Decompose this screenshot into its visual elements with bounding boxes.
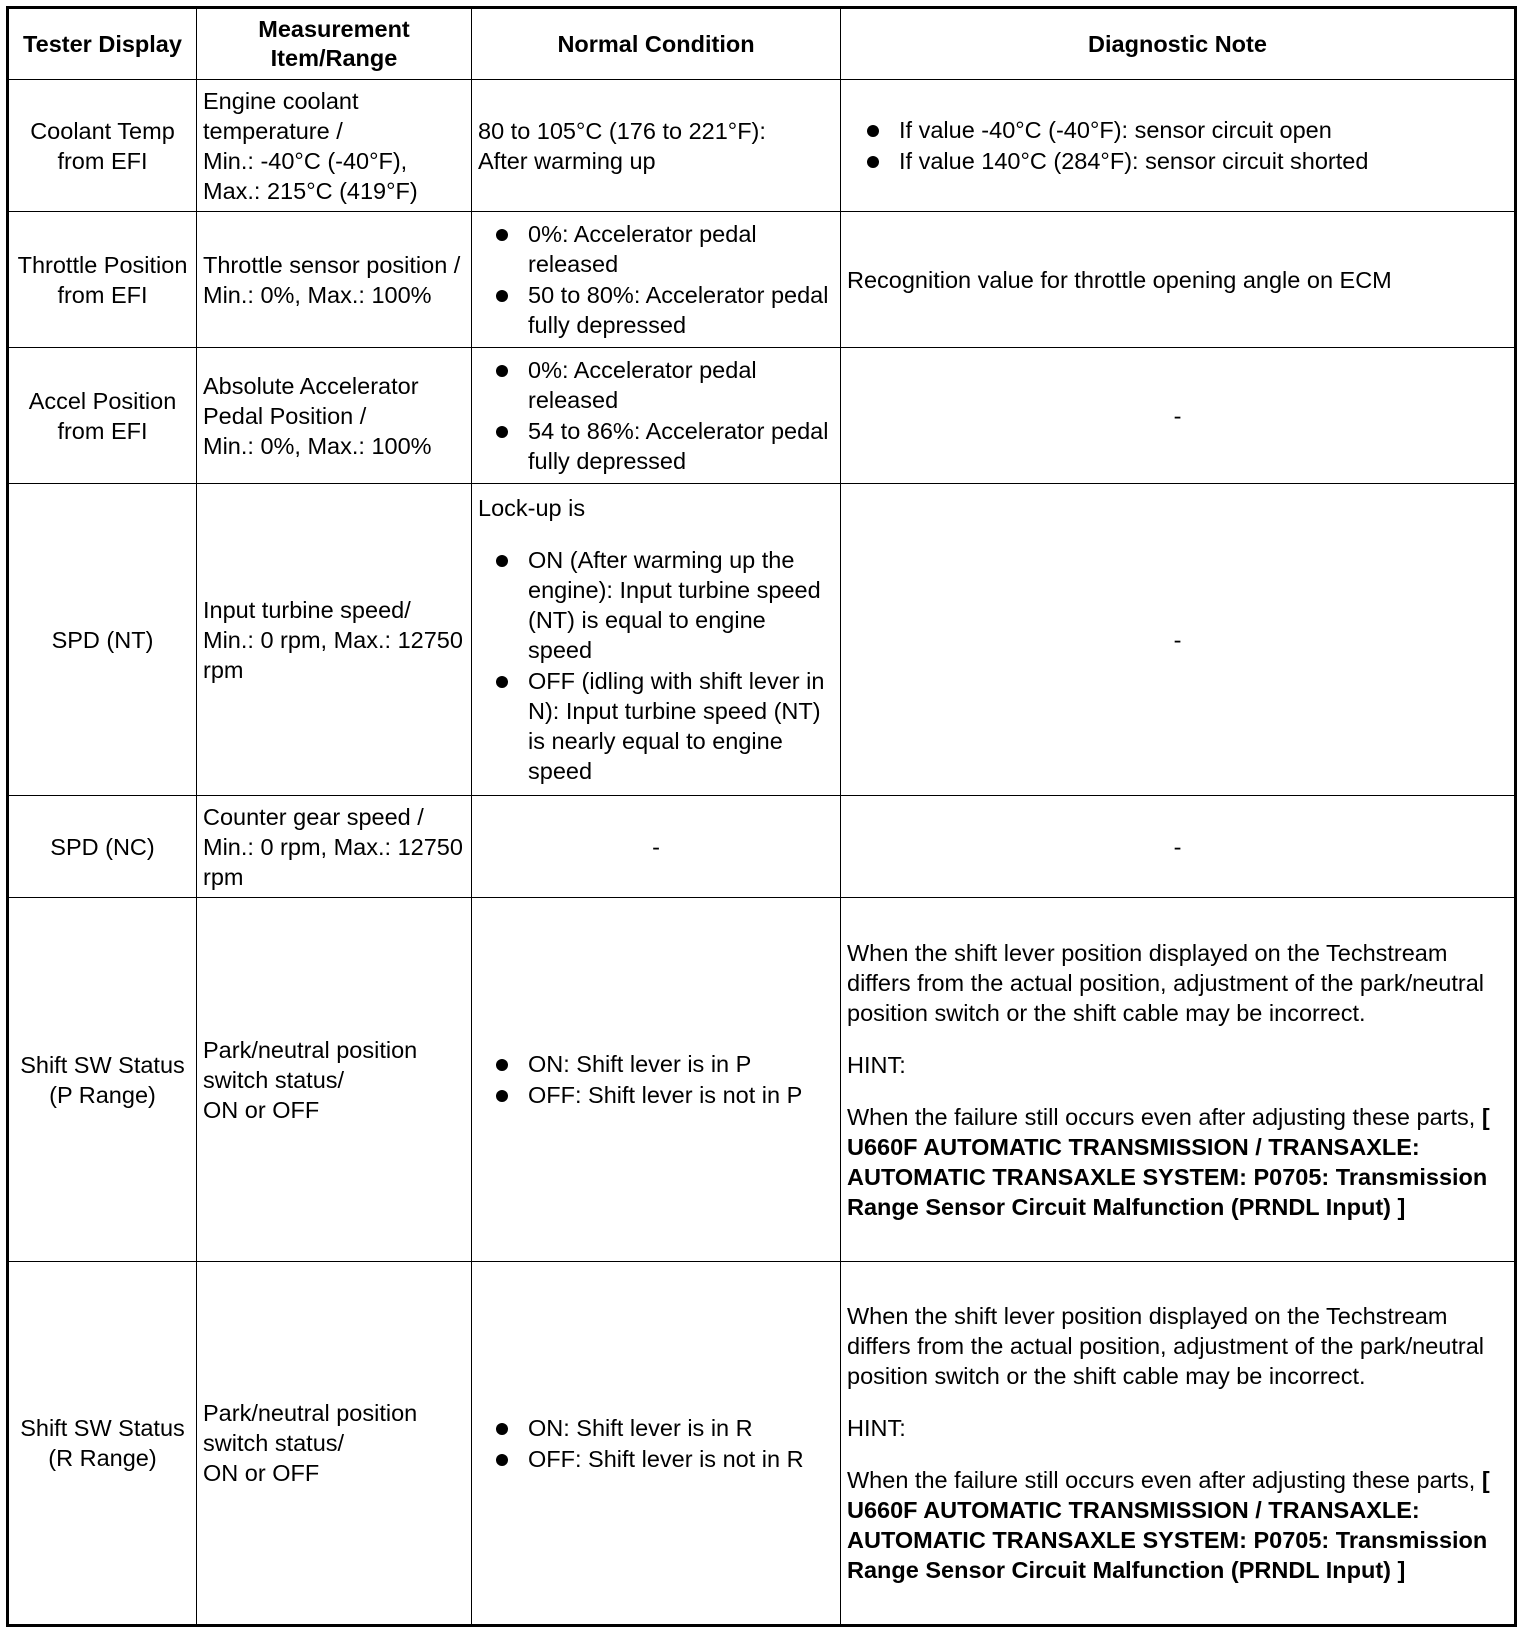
normal-condition-cell — [472, 80, 841, 212]
measurement-line: Input turbine speed/ — [203, 596, 411, 623]
tester-display-cell: Shift SW Status (R Range) — [8, 1262, 197, 1626]
header-tester-display: Tester Display — [8, 8, 197, 80]
normal-condition-cell — [472, 212, 841, 348]
measurement-cell — [197, 80, 472, 212]
measurement-line: Counter gear speed / — [203, 803, 424, 830]
tester-display-cell: SPD (NC) — [8, 796, 197, 898]
hint-label: HINT: — [847, 1051, 906, 1078]
table-row — [8, 80, 1516, 212]
list-item: OFF: Shift lever is not in R — [528, 1444, 834, 1474]
tester-display-cell: Throttle Position from EFI — [8, 212, 197, 348]
normal-bullet-list — [478, 1049, 834, 1110]
normal-bullet-list — [478, 1413, 834, 1474]
header-diagnostic-note: Diagnostic Note — [841, 8, 1516, 80]
note-paragraph: When the shift lever position displayed on the Techstream differs from the actual position, adjustment of the park/neutral position switch or the shift cable may be incorrect. — [847, 939, 1485, 1026]
list-item: OFF (idling with shift lever in N): Input turbine speed (NT) is nearly equal to engine speed — [528, 666, 834, 786]
diagnostic-note-cell: - — [841, 348, 1516, 484]
measurement-cell — [197, 348, 472, 484]
hint-label: HINT: — [847, 1415, 906, 1441]
table-row — [8, 484, 1516, 796]
list-item: If value -40°C (-40°F): sensor circuit open — [899, 115, 1508, 145]
normal-condition-cell — [472, 484, 841, 796]
reference-link[interactable]: [ U660F AUTOMATIC TRANSMISSION / TRANSAXLE: AUTOMATIC TRANSAXLE SYSTEM: P0705: Transmission Range Sensor Circuit Malfunction (PRNDL Input) ] — [847, 1467, 1490, 1583]
list-item: ON: Shift lever is in R — [528, 1413, 834, 1443]
tester-display-cell: SPD (NT) — [8, 484, 197, 796]
list-item: ON: Shift lever is in P — [528, 1049, 834, 1079]
diagnostic-note-cell: - — [841, 796, 1516, 898]
tester-display-cell: Coolant Temp from EFI — [8, 80, 197, 212]
table-row — [8, 212, 1516, 348]
normal-condition-cell — [472, 348, 841, 484]
measurement-line: Min.: 0 rpm, Max.: 12750 rpm — [203, 626, 463, 683]
note-paragraph: When the shift lever position displayed on the Techstream differs from the actual position, adjustment of the park/neutral position switch or the shift cable may be incorrect. — [847, 1303, 1485, 1389]
measurement-line: Min.: 0 rpm, Max.: 12750 rpm — [203, 833, 463, 890]
measurement-cell — [197, 796, 472, 898]
table-row — [8, 898, 1516, 1262]
measurement-cell — [197, 1262, 472, 1626]
measurement-line: Park/neutral position switch status/ — [203, 1400, 418, 1456]
tester-display-cell: Shift SW Status (P Range) — [8, 898, 197, 1262]
diagnostic-note-cell — [841, 898, 1516, 1262]
diagnostic-note-cell — [841, 1262, 1516, 1626]
table-row — [8, 1262, 1516, 1626]
list-item: ON (After warming up the engine): Input turbine speed (NT) is equal to engine speed — [528, 545, 834, 665]
measurement-cell — [197, 898, 472, 1262]
reference-link[interactable]: [ U660F AUTOMATIC TRANSMISSION / TRANSAXLE: AUTOMATIC TRANSAXLE SYSTEM: P0705: Transmission Range Sensor Circuit Malfunction (PRNDL Input) ] — [847, 1103, 1490, 1220]
list-item: 0%: Accelerator pedal released — [528, 355, 834, 415]
header-normal-condition: Normal Condition — [472, 8, 841, 80]
table-row — [8, 348, 1516, 484]
note-bullet-list — [847, 115, 1508, 176]
normal-condition-cell — [472, 1262, 841, 1626]
normal-line: After warming up — [478, 147, 656, 174]
note-paragraph — [847, 1102, 1508, 1222]
normal-bullet-list — [478, 545, 834, 786]
measurement-line: Max.: 215°C (419°F) — [203, 177, 418, 204]
measurement-line: ON or OFF — [203, 1096, 320, 1123]
measurement-line: ON or OFF — [203, 1460, 320, 1486]
list-item: OFF: Shift lever is not in P — [528, 1080, 834, 1110]
note-paragraph — [847, 1465, 1508, 1585]
list-item: 54 to 86%: Accelerator pedal fully depressed — [528, 416, 834, 476]
list-item: 0%: Accelerator pedal released — [528, 219, 834, 279]
list-item: If value 140°C (284°F): sensor circuit shorted — [899, 146, 1508, 176]
measurement-cell — [197, 212, 472, 348]
measurement-line: Park/neutral position switch status/ — [203, 1036, 418, 1093]
header-row — [8, 8, 1516, 80]
normal-condition-cell: - — [472, 796, 841, 898]
diagnostic-note-cell: - — [841, 484, 1516, 796]
note-text: When the failure still occurs even after adjusting these parts, — [847, 1103, 1476, 1130]
data-list-table — [6, 6, 1517, 1627]
measurement-line: Engine coolant temperature / — [203, 87, 359, 144]
table-row — [8, 796, 1516, 898]
measurement-cell — [197, 484, 472, 796]
measurement-line: Min.: 0%, Max.: 100% — [203, 432, 432, 459]
normal-intro: Lock-up is — [478, 494, 586, 521]
list-item: 50 to 80%: Accelerator pedal fully depressed — [528, 280, 834, 340]
measurement-line: Min.: 0%, Max.: 100% — [203, 281, 432, 308]
normal-line: 80 to 105°C (176 to 221°F): — [478, 117, 766, 144]
diagnostic-note-cell: Recognition value for throttle opening angle on ECM — [841, 212, 1516, 348]
measurement-line: Absolute Accelerator Pedal Position / — [203, 372, 419, 429]
normal-bullet-list — [478, 355, 834, 476]
diagnostic-note-cell — [841, 80, 1516, 212]
header-measurement: Measurement Item/Range — [197, 8, 472, 80]
normal-condition-cell — [472, 898, 841, 1262]
measurement-line: Throttle sensor position / — [203, 251, 461, 278]
normal-bullet-list — [478, 219, 834, 340]
note-text: When the failure still occurs even after adjusting these parts, — [847, 1467, 1476, 1493]
measurement-line: Min.: -40°C (-40°F), — [203, 147, 408, 174]
tester-display-cell: Accel Position from EFI — [8, 348, 197, 484]
